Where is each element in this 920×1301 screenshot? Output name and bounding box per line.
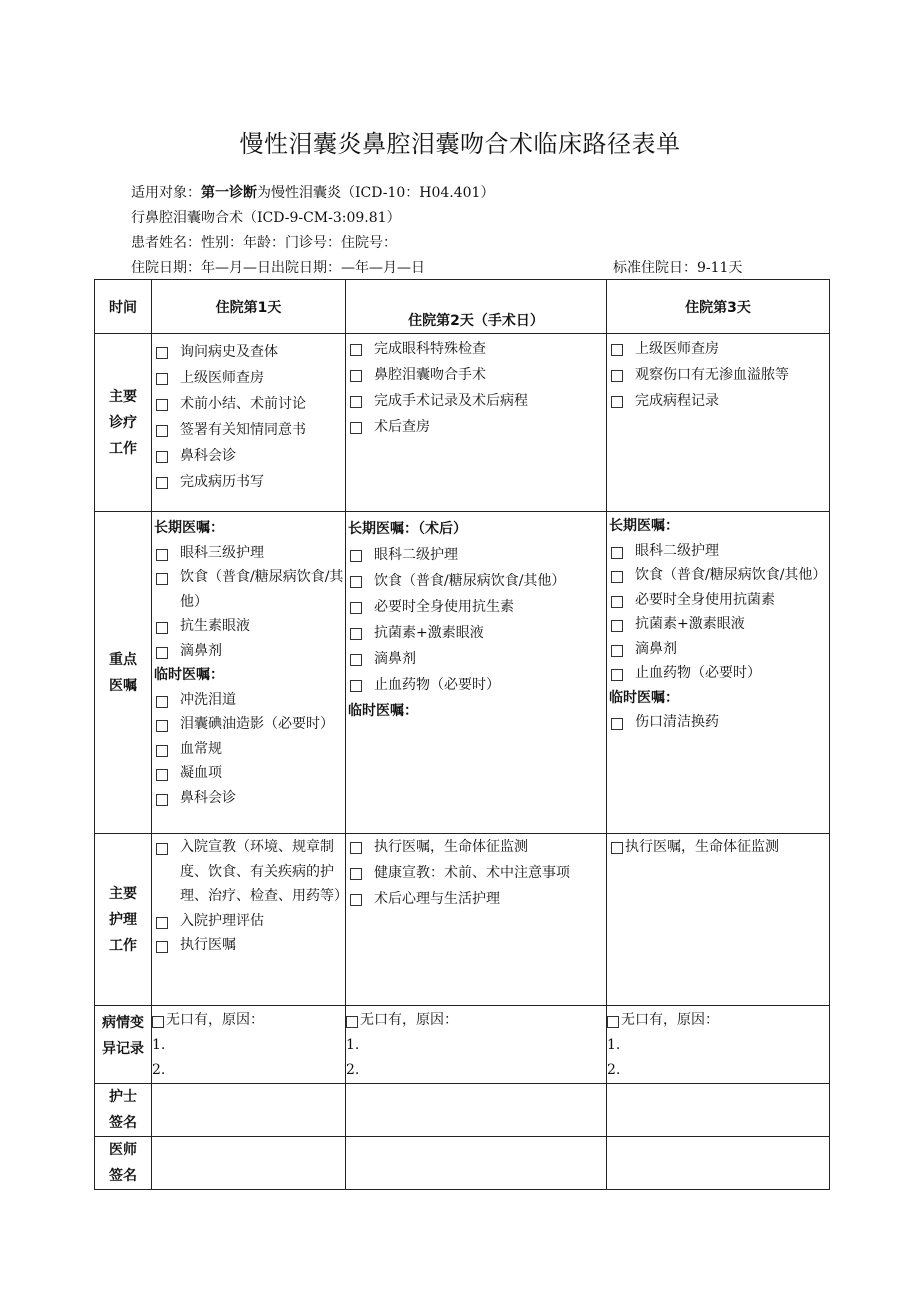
item-text: 鼻科会诊	[180, 789, 236, 806]
item-text: 止血药物（必要时）	[374, 677, 500, 693]
procedure-code: 行鼻腔泪囊吻合术（ICD-9-CM-3:09.81）	[131, 210, 401, 226]
doctor-signature-label	[95, 1137, 152, 1190]
checklist-item	[154, 541, 344, 566]
item-text: 饮食（普食/糖尿病饮食/其他）	[180, 569, 344, 610]
checklist-item	[609, 661, 828, 686]
label-line: 病情变	[102, 1015, 144, 1031]
checkbox[interactable]	[350, 550, 362, 562]
item-text: 滴鼻剂	[374, 651, 416, 667]
diagnosis-row	[95, 334, 830, 512]
header-day2	[346, 280, 607, 334]
item-text: 必要时全身使用抗生素	[374, 599, 514, 615]
item-text: 冲洗泪道	[180, 691, 236, 708]
doctor-signature-day1[interactable]	[152, 1137, 346, 1190]
orders-day1	[152, 512, 346, 834]
patient-info-line: 患者姓名：性别：年龄：门诊号：住院号：	[131, 235, 397, 251]
checkbox[interactable]	[611, 842, 623, 854]
long-term-orders-title: 长期医嘱：	[609, 518, 679, 534]
checkbox[interactable]	[611, 571, 623, 583]
checklist-item	[609, 336, 828, 362]
doctor-signature-row	[95, 1137, 830, 1190]
checklist-item	[154, 688, 344, 713]
item-text: 术后查房	[374, 419, 430, 435]
label-line: 工作	[109, 937, 137, 954]
item-text: 抗菌素+激素眼液	[635, 616, 745, 632]
variance-text: 无口有，原因：	[360, 1012, 458, 1028]
item-text: 泪囊碘油造影（必要时）	[180, 716, 334, 732]
checklist-item	[154, 761, 344, 786]
checkbox[interactable]	[156, 451, 168, 463]
checkbox[interactable]	[611, 370, 623, 382]
checklist-item	[348, 672, 605, 698]
checklist-item	[154, 639, 344, 664]
checklist-item	[348, 646, 605, 672]
item-text: 完成病历书写	[180, 474, 264, 490]
checkbox[interactable]	[350, 602, 362, 614]
label-line: 护理	[109, 911, 137, 928]
item-text: 抗菌素+激素眼液	[374, 625, 484, 641]
label-line: 医嘱	[109, 677, 137, 694]
checkbox[interactable]	[350, 894, 362, 906]
variance-option	[152, 1008, 345, 1033]
checklist-item	[154, 909, 344, 934]
checklist-item	[609, 834, 828, 860]
checkbox[interactable]	[350, 370, 362, 382]
item-text: 完成手术记录及术后病程	[374, 393, 528, 409]
temporary-orders-title: 临时医嘱：	[348, 703, 418, 719]
item-text: 执行医嘱，生命体征监测	[625, 839, 779, 855]
orders-row	[95, 512, 830, 834]
doctor-signature-day3[interactable]	[607, 1137, 830, 1190]
standard-stay: 标准住院日：9-11天	[613, 260, 743, 276]
item-text: 上级医师查房	[180, 370, 264, 386]
nursing-row	[95, 834, 830, 1006]
label-line: 护士	[109, 1089, 137, 1105]
checkbox[interactable]	[611, 645, 623, 657]
checkbox[interactable]	[607, 1016, 619, 1028]
checklist-item	[154, 391, 344, 417]
nurse-signature-label	[95, 1084, 152, 1137]
checkbox[interactable]	[156, 647, 168, 659]
item-text: 执行医嘱，生命体征监测	[374, 839, 528, 855]
diagnosis-day1	[152, 334, 346, 512]
checklist-item	[609, 710, 828, 735]
checklist-item	[348, 594, 605, 620]
checklist-item	[348, 834, 605, 860]
variance-line-2[interactable]: 2.	[152, 1062, 166, 1078]
checkbox[interactable]	[611, 396, 623, 408]
checklist-item	[154, 339, 344, 365]
checklist-item	[154, 835, 348, 909]
orders-label	[95, 512, 152, 834]
checklist-item	[348, 620, 605, 646]
checkbox[interactable]	[156, 399, 168, 411]
item-text: 鼻腔泪囊吻合手术	[374, 367, 486, 383]
checkbox[interactable]	[156, 549, 168, 561]
checkbox[interactable]	[156, 477, 168, 489]
orders-day3	[607, 512, 830, 834]
checklist-item	[609, 563, 828, 588]
nursing-day2	[346, 834, 607, 1006]
variance-day1	[152, 1006, 346, 1084]
item-text: 饮食（普食/糖尿病饮食/其他）	[374, 573, 566, 589]
variance-text: 无口有，原因：	[621, 1012, 719, 1028]
checkbox[interactable]	[156, 696, 168, 708]
checklist-item	[154, 565, 344, 614]
clinical-pathway-table	[94, 279, 830, 1190]
item-text: 滴鼻剂	[180, 642, 222, 659]
header-day2-label: 住院第2天（手术日）	[408, 313, 544, 329]
variance-line-2[interactable]: 2.	[346, 1062, 360, 1078]
checklist-item	[348, 414, 605, 440]
checklist-item	[348, 388, 605, 414]
nurse-signature-day2[interactable]	[346, 1084, 607, 1137]
orders-day2	[346, 512, 607, 834]
checkbox[interactable]	[611, 344, 623, 356]
nursing-day1	[152, 834, 346, 1006]
checkbox[interactable]	[346, 1016, 358, 1028]
label-line: 工作	[109, 440, 137, 457]
variance-line-1[interactable]: 1.	[152, 1037, 166, 1053]
item-text: 询问病史及查体	[180, 344, 278, 360]
checkbox[interactable]	[611, 547, 623, 559]
checklist-item	[348, 886, 605, 912]
checkbox[interactable]	[156, 941, 168, 953]
page-title: 慢性泪囊炎鼻腔泪囊吻合术临床路径表单	[239, 130, 681, 158]
nursing-day3	[607, 834, 830, 1006]
diagnosis-label	[95, 334, 152, 512]
checklist-item	[609, 637, 828, 662]
item-text: 入院护理评估	[180, 912, 264, 929]
item-text: 术前小结、术前讨论	[180, 396, 306, 412]
checklist-item	[348, 336, 605, 362]
label-line: 主要	[109, 388, 137, 405]
checklist-item	[609, 588, 828, 613]
checklist-item	[348, 542, 605, 568]
checklist-item	[609, 612, 828, 637]
checkbox[interactable]	[156, 843, 168, 855]
nurse-signature-row	[95, 1084, 830, 1137]
checkbox[interactable]	[350, 842, 362, 854]
long-term-orders-title: 长期医嘱：（术后）	[348, 521, 467, 537]
checkbox[interactable]	[350, 680, 362, 692]
checkbox[interactable]	[350, 344, 362, 356]
admission-dates-line: 住院日期：年—月—日出院日期：—年—月—日	[131, 260, 425, 276]
checkbox[interactable]	[156, 769, 168, 781]
label-line: 主要	[109, 885, 137, 902]
item-text: 上级医师查房	[635, 341, 719, 357]
checklist-item	[154, 712, 344, 737]
item-text: 完成病程记录	[635, 393, 719, 409]
item-text: 健康宣教：术前、术中注意事项	[374, 865, 570, 881]
checkbox[interactable]	[156, 720, 168, 732]
checkbox[interactable]	[350, 422, 362, 434]
checklist-item	[348, 860, 605, 886]
checkbox[interactable]	[152, 1016, 164, 1028]
item-text: 观察伤口有无渗血溢脓等	[635, 367, 789, 383]
label-line: 重点	[109, 651, 137, 668]
item-text: 血常规	[180, 740, 222, 757]
item-text: 饮食（普食/糖尿病饮食/其他）	[635, 567, 827, 583]
variance-label	[95, 1006, 152, 1084]
variance-line-1[interactable]: 1.	[346, 1037, 360, 1053]
item-text: 鼻科会诊	[180, 448, 236, 464]
item-text: 眼科二级护理	[635, 542, 719, 559]
checkbox[interactable]	[156, 425, 168, 437]
applicable-target	[131, 182, 494, 202]
diagnosis-day3	[607, 334, 830, 512]
checkbox[interactable]	[156, 794, 168, 806]
variance-day2	[346, 1006, 607, 1084]
checklist-item	[154, 933, 344, 958]
first-diagnosis-label: 第一诊断	[201, 185, 257, 201]
item-text: 执行医嘱	[180, 937, 236, 953]
checkbox[interactable]	[350, 868, 362, 880]
item-text: 眼科二级护理	[374, 547, 458, 563]
item-text: 止血药物（必要时）	[635, 665, 761, 681]
item-text: 抗生素眼液	[180, 618, 250, 634]
checkbox[interactable]	[350, 628, 362, 640]
variance-option	[607, 1008, 829, 1033]
item-text: 眼科三级护理	[180, 544, 264, 561]
label-line: 异记录	[102, 1041, 144, 1057]
variance-option	[346, 1008, 606, 1033]
checkbox[interactable]	[350, 576, 362, 588]
label-line: 签名	[109, 1168, 137, 1184]
doctor-signature-day2[interactable]	[346, 1137, 607, 1190]
checklist-item	[154, 469, 344, 495]
checkbox[interactable]	[611, 718, 623, 730]
diagnosis-code: 为慢性泪囊炎（ICD-10：H04.401）	[257, 185, 495, 201]
checklist-item	[154, 417, 344, 443]
checklist-item	[154, 737, 344, 762]
checkbox[interactable]	[156, 347, 168, 359]
item-text: 伤口清洁换药	[635, 714, 719, 730]
checkbox[interactable]	[156, 745, 168, 757]
checkbox[interactable]	[611, 596, 623, 608]
checklist-item	[348, 568, 605, 594]
item-text: 术后心理与生活护理	[374, 891, 500, 907]
header-day3: 住院第3天	[607, 280, 830, 334]
variance-row	[95, 1006, 830, 1084]
temporary-orders-title: 临时医嘱：	[154, 667, 224, 683]
checklist-item	[154, 443, 344, 469]
header-time: 时间	[95, 280, 152, 334]
checklist-item	[609, 539, 828, 564]
checkbox[interactable]	[156, 917, 168, 929]
checkbox[interactable]	[350, 396, 362, 408]
item-text: 签署有关知情同意书	[180, 422, 306, 438]
checkbox[interactable]	[611, 669, 623, 681]
checklist-item	[154, 365, 344, 391]
variance-line-2[interactable]: 2.	[607, 1062, 621, 1078]
checkbox[interactable]	[611, 620, 623, 632]
variance-text: 无口有，原因：	[166, 1012, 264, 1028]
label-line: 医师	[109, 1142, 137, 1158]
checklist-item	[154, 614, 344, 639]
checklist-item	[609, 388, 828, 414]
item-text: 入院宣教（环境、规章制度、饮食、有关疾病的护理、治疗、检查、用药等）	[180, 839, 348, 904]
checklist-item	[348, 362, 605, 388]
checkbox[interactable]	[156, 573, 168, 585]
checklist-item	[154, 786, 344, 811]
item-text: 滴鼻剂	[635, 640, 677, 657]
nurse-signature-day3[interactable]	[607, 1084, 830, 1137]
diagnosis-day2	[346, 334, 607, 512]
header-row	[95, 280, 830, 334]
header-day1: 住院第1天	[152, 280, 346, 334]
nurse-signature-day1[interactable]	[152, 1084, 346, 1137]
temporary-orders-title: 临时医嘱：	[609, 689, 679, 706]
item-text: 必要时全身使用抗菌素	[635, 591, 775, 608]
label-line: 签名	[109, 1115, 137, 1131]
checklist-item	[609, 362, 828, 388]
checkbox[interactable]	[156, 622, 168, 634]
long-term-orders-title: 长期医嘱：	[154, 520, 224, 536]
item-text: 完成眼科特殊检查	[374, 341, 486, 357]
label-line: 诊疗	[109, 414, 137, 431]
checkbox[interactable]	[156, 373, 168, 385]
variance-day3	[607, 1006, 830, 1084]
variance-line-1[interactable]: 1.	[607, 1037, 621, 1053]
item-text: 凝血项	[180, 765, 222, 781]
nursing-label	[95, 834, 152, 1006]
applicable-prefix: 适用对象：	[131, 185, 201, 201]
checkbox[interactable]	[350, 654, 362, 666]
